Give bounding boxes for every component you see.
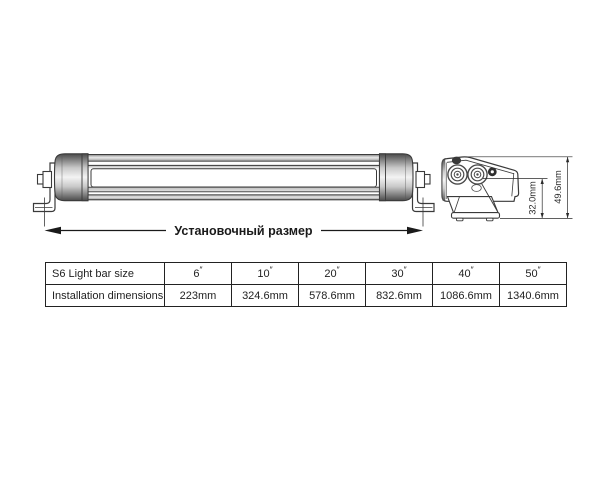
size-row-label: S6 Light bar size — [46, 263, 165, 285]
size-spec-table — [45, 262, 567, 307]
dimension-cell: 223mm — [165, 285, 232, 307]
size-cell: 30″ — [366, 263, 433, 285]
size-cell: 6″ — [165, 263, 232, 285]
inch-mark: ″ — [537, 263, 541, 274]
dimension-cell: 832.6mm — [366, 285, 433, 307]
inch-mark: ″ — [199, 263, 203, 274]
side-bolt-left — [448, 165, 467, 184]
dimension-cell: 1340.6mm — [500, 285, 567, 307]
dimension-49.6mm-label: 49.6mm — [552, 170, 563, 204]
size-cell: 20″ — [299, 263, 366, 285]
installation-dimension-arrow — [45, 224, 424, 238]
inch-mark: ″ — [403, 263, 407, 274]
table-row-sizes — [46, 263, 567, 285]
side-view-drawing — [442, 157, 573, 221]
dimension-cell: 1086.6mm — [433, 285, 500, 307]
size-cell: 50″ — [500, 263, 567, 285]
dimension-row-label: Installation dimensions — [46, 285, 165, 307]
dimension-cell: 324.6mm — [232, 285, 299, 307]
dimension-32mm-label: 32.0mm — [527, 181, 538, 215]
dimension-cell: 578.6mm — [299, 285, 366, 307]
inch-mark: ″ — [470, 263, 474, 274]
inch-mark: ″ — [336, 263, 340, 274]
top-screw-knob — [452, 157, 461, 165]
installation-size-label: Установочный размер — [174, 223, 313, 238]
size-cell: 10″ — [232, 263, 299, 285]
table-row-dimensions — [46, 285, 567, 307]
inch-mark: ″ — [269, 263, 273, 274]
front-view-drawing — [34, 154, 435, 238]
side-rivet — [488, 167, 497, 176]
side-bolt-right — [468, 165, 487, 184]
size-cell: 40″ — [433, 263, 500, 285]
